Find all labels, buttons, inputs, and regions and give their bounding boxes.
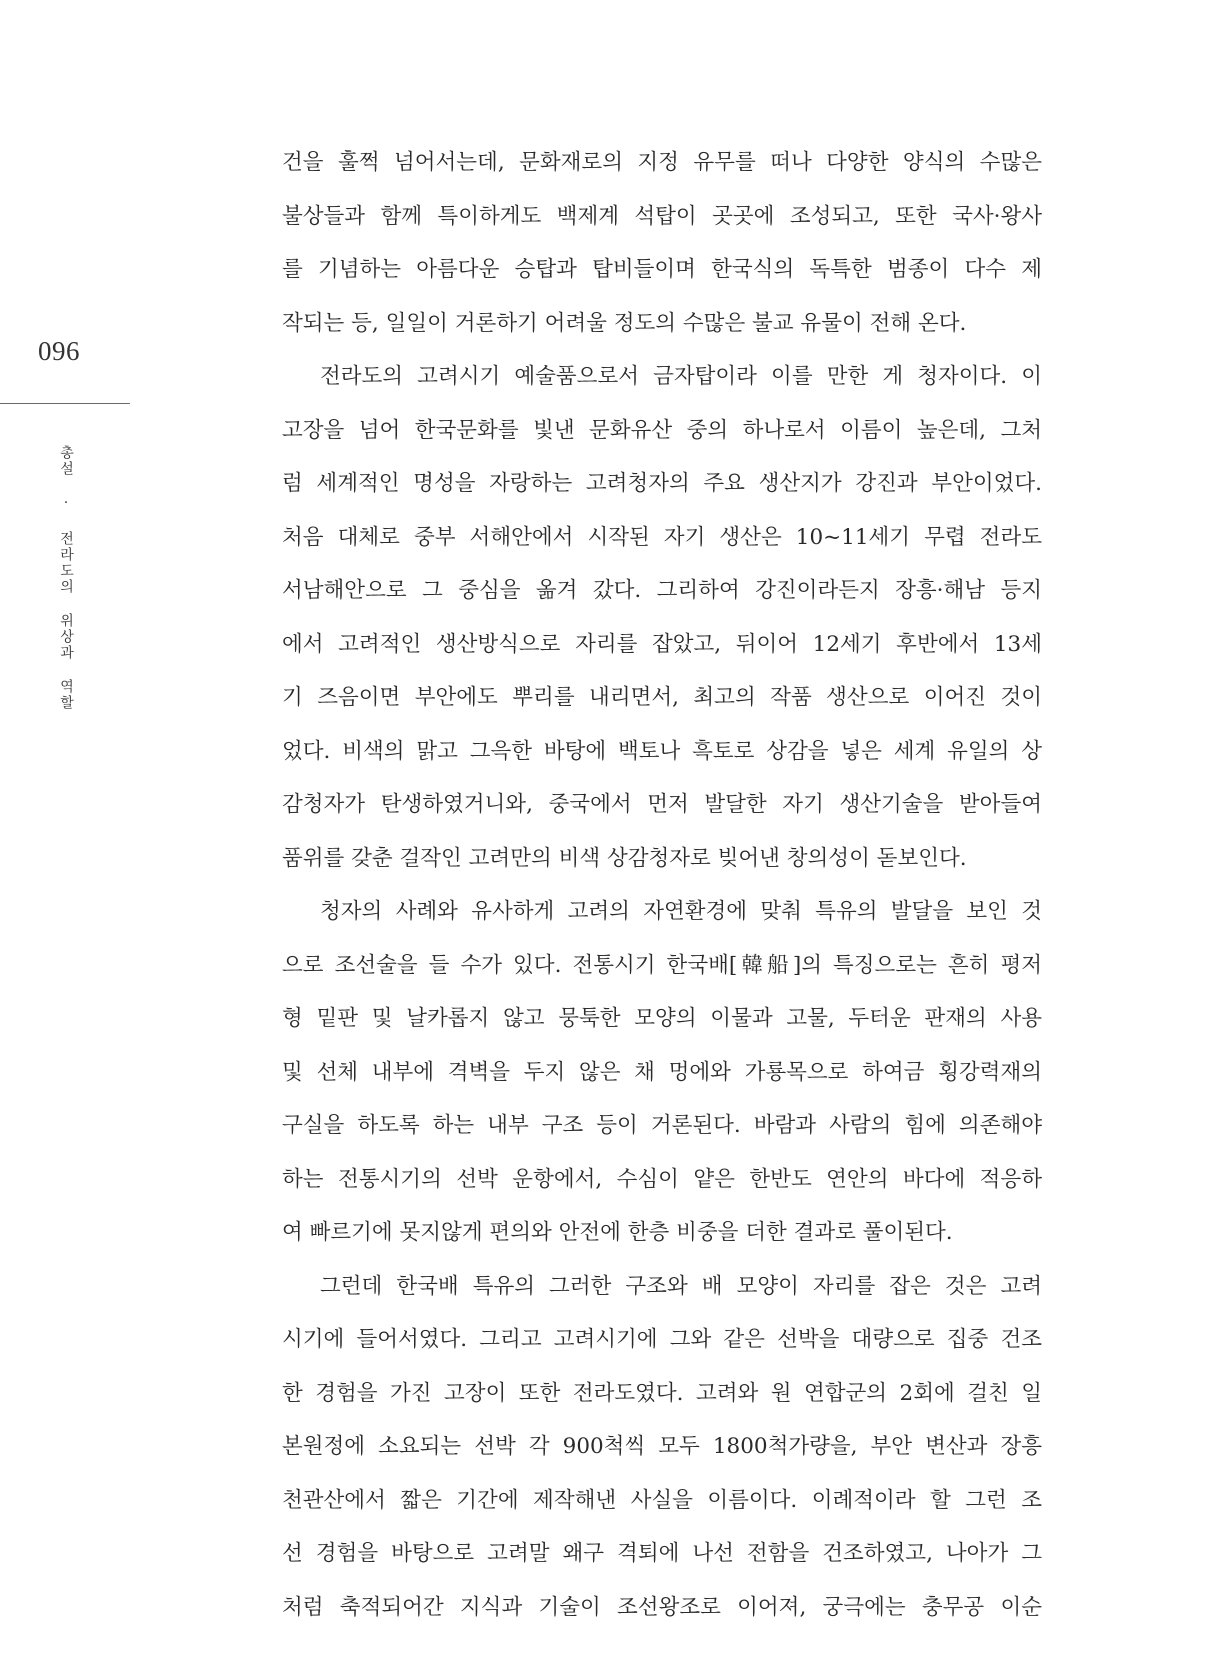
text-line: 처럼 축적되어간 지식과 기술이 조선왕조로 이어져, 궁극에는 충무공 이순: [282, 1594, 1042, 1620]
text-line: 고장을 넘어 한국문화를 빛낸 문화유산 중의 하나로서 이름이 높은데, 그처: [282, 417, 1042, 443]
text-line: 불상들과 함께 특이하게도 백제계 석탑이 곳곳에 조성되고, 또한 국사·왕사: [282, 203, 1042, 229]
text-line: 럼 세계적인 명성을 자랑하는 고려청자의 주요 생산지가 강진과 부안이었다.: [282, 471, 1042, 496]
text-line: 구실을 하도록 하는 내부 구조 등이 거론된다. 바람과 사람의 힘에 의존해야: [282, 1113, 1042, 1138]
text-line: 그런데 한국배 특유의 그러한 구조와 배 모양이 자리를 잡은 것은 고려: [320, 1273, 1042, 1299]
text-line: 청자의 사례와 유사하게 고려의 자연환경에 맞춰 특유의 발달을 보인 것: [320, 899, 1042, 924]
text-line: 감청자가 탄생하였거니와, 중국에서 먼저 발달한 자기 생산기술을 받아들여: [282, 792, 1042, 817]
text-line: 건을 훌쩍 넘어서는데, 문화재로의 지정 유무를 떠나 다양한 양식의 수많은: [282, 150, 1042, 175]
text-line: 었다. 비색의 맑고 그윽한 바탕에 백토나 흑토로 상감을 넣은 세계 유일의 상: [282, 738, 1042, 764]
running-head: 총설 · 전라도의 위상과 역할: [58, 445, 74, 711]
text-line: 형 밑판 및 날카롭지 않고 뭉툭한 모양의 이물과 고물, 두터운 판재의 사용: [282, 1006, 1042, 1031]
text-line: 작되는 등, 일일이 거론하기 어려울 정도의 수많은 불교 유물이 전해 온다.: [282, 310, 967, 336]
page-number: 096: [38, 336, 80, 366]
text-line: 기 즈음이면 부안에도 뿌리를 내리면서, 최고의 작품 생산으로 이어진 것이: [282, 685, 1042, 710]
text-line: 전라도의 고려시기 예술품으로서 금자탑이라 이를 만한 게 청자이다. 이: [320, 364, 1042, 389]
text-line: 천관산에서 짧은 기간에 제작해낸 사실을 이름이다. 이례적이라 할 그런 조: [282, 1487, 1042, 1513]
text-line: 본원정에 소요되는 선박 각 900척씩 모두 1800척가량을, 부안 변산과 장흥: [282, 1434, 1042, 1459]
text-line: 시기에 들어서였다. 그리고 고려시기에 그와 같은 선박을 대량으로 집중 건조: [282, 1327, 1042, 1352]
text-line: 및 선체 내부에 격벽을 두지 않은 채 멍에와 가룡목으로 하여금 횡강력재의: [282, 1059, 1042, 1085]
text-line: 에서 고려적인 생산방식으로 자리를 잡았고, 뒤이어 12세기 후반에서 13세: [282, 631, 1042, 657]
text-line: 선 경험을 바탕으로 고려말 왜구 격퇴에 나선 전함을 건조하였고, 나아가 그: [282, 1541, 1042, 1566]
margin-divider: [0, 403, 130, 404]
text-line: 처음 대체로 중부 서해안에서 시작된 자기 생산은 10~11세기 무렵 전라도: [282, 524, 1042, 550]
text-line: 품위를 갖춘 걸작인 고려만의 비색 상감청자로 빚어낸 창의성이 돋보인다.: [282, 845, 967, 871]
text-line: 서남해안으로 그 중심을 옮겨 갔다. 그리하여 강진이라든지 장흥·해남 등지: [282, 578, 1042, 603]
text-line: 를 기념하는 아름다운 승탑과 탑비들이며 한국식의 독특한 범종이 다수 제: [282, 257, 1042, 282]
body-text: [282, 136, 1042, 1634]
text-line: 여 빠르기에 못지않게 편의와 안전에 한층 비중을 더한 결과로 풀이된다.: [282, 1220, 953, 1245]
text-line: 한 경험을 가진 고장이 또한 전라도였다. 고려와 원 연합군의 2회에 걸친 일: [282, 1380, 1042, 1406]
text-line: 하는 전통시기의 선박 운항에서, 수심이 얕은 한반도 연안의 바다에 적응하: [282, 1166, 1042, 1192]
text-line: 으로 조선술을 들 수가 있다. 전통시기 한국배[韓船]의 특징으로는 흔히 평저: [282, 952, 1042, 978]
